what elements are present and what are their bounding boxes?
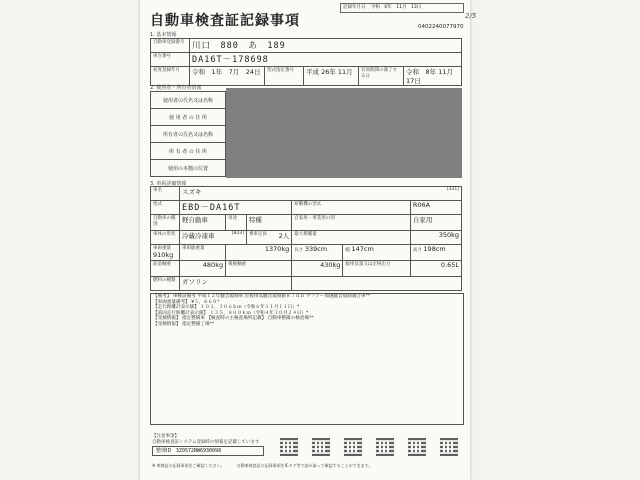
expiry-value: 令和 8年 11月 17日 [406, 68, 453, 85]
engine-value: R06A [412, 201, 431, 209]
front-axle-label: 前前軸重 [153, 262, 171, 267]
note-line: 自動車検査証システム登録時の情報を記載しています [152, 440, 260, 445]
rear-axle-label: 後後軸重 [228, 262, 247, 267]
vin-value: DA16T－178698 [192, 55, 269, 65]
engine-label: 原動機の型式 [294, 202, 322, 207]
qr-code [344, 438, 362, 456]
displacement-label: 総排気量又は定格出力 [345, 262, 391, 267]
capacity-value: 2人 [278, 232, 290, 240]
displacement-value: 0.65L [440, 261, 459, 269]
first-reg-value: 令和 1年 7月 24日 [192, 68, 261, 76]
expiry-label: 有効期間の満了する日 [361, 68, 397, 79]
purpose-label: 自家用・事業用の別 [294, 216, 335, 221]
model-label: 型式 [153, 202, 162, 207]
model-year-value: 平成 26年 11月 [306, 68, 353, 76]
qr-code [312, 438, 330, 456]
redaction-block [226, 88, 462, 178]
model-value: EBD－DA16T [182, 203, 241, 213]
front-axle-value: 480kg [202, 261, 224, 269]
section2-label: 2. 使用者・所有者情報 [150, 85, 202, 91]
remark-line: 【車両重量備考】 ¥５，８６０* [153, 299, 220, 305]
use-value: 特種 [248, 216, 262, 224]
remark-line: 【備考】 車検証備考 平成１２年騒音規制車 近接排気騒音規制値８７ｄＢ マフラー加速騒音規制適合車** [153, 294, 371, 299]
bottom-note: ※ 車検証の記録事項をご確認ください。 自動車検査証の記録事項をICタグ等で読み取って確認することができます。 [152, 463, 373, 468]
issue-date-value: 令和 6年 11月 13日 [370, 5, 422, 10]
vehicle-info-table [150, 186, 462, 291]
length-value: 339cm [304, 245, 328, 253]
qr-code [440, 438, 458, 456]
owner-row-label: 使 用 者 の 住 所 [151, 109, 226, 126]
height-value: 198cm [423, 245, 446, 253]
use-label: 用途 [228, 216, 238, 221]
length-label: 長さ [294, 248, 304, 253]
width-label: 幅 [345, 248, 350, 253]
gross-value: 1370kg [264, 245, 290, 253]
handwritten-mark: 2/5 [465, 12, 477, 20]
basic-info-table [150, 38, 462, 86]
owner-row-label: 所有者の氏名又は名称 [151, 126, 226, 143]
document-number: 0402240077970 [418, 24, 464, 30]
remark-line: 【受検情報】 指定整備車 【検査時の主検査場所記載】 自動車整備の検査場** [153, 316, 314, 322]
note-label: 【注意事項】 [152, 434, 179, 439]
qr-code [408, 438, 426, 456]
page-title: 自動車検査証記録事項 [150, 13, 300, 29]
max-load-label: 最大積載量 [294, 232, 317, 237]
weight-value: 910kg [153, 251, 174, 259]
issue-date-label: 記録年月日 [343, 5, 366, 10]
reg-number-value: 川口 880 あ 189 [192, 41, 286, 51]
vin-label: 車台番号 [153, 54, 171, 59]
owner-row-label: 使用者の氏名又は名称 [151, 92, 226, 109]
id-label: 整理ID [156, 448, 172, 454]
section3-label: 3. 車両詳細情報 [150, 181, 187, 187]
issue-date-box [340, 3, 464, 13]
maker-label: 車名 [153, 188, 162, 193]
height-label: 高さ [412, 248, 422, 253]
remark-line: 【前回走行距離計表示値】 １３５，８００ｋｍ（令和４年１０月２４日）* [153, 310, 309, 316]
maker-code: [331] [446, 187, 459, 192]
remark-line: 【走行距離計表示値】 １０３，３０６ｋｍ（令和６年１１月１１日）* [153, 305, 300, 311]
maker-value: スズキ [182, 188, 202, 196]
shape-value: 冷蔵冷凍車 [182, 232, 215, 240]
width-value: 147cm [351, 245, 374, 253]
id-value: 3Z0572NW6930098 [175, 448, 222, 454]
remark-line: 【受検情報】 指定整備工場** [153, 321, 215, 327]
section1-label: 1. 基本情報 [150, 32, 177, 38]
gross-label: 車両総重量 [182, 246, 205, 251]
reg-number-label: 自動車登録番号 [153, 40, 185, 45]
rear-axle-value: 430kg [320, 261, 341, 269]
capacity-label: 乗車定員 [248, 232, 267, 237]
qr-code [280, 438, 298, 456]
model-year-label: 型式指定番号 [267, 68, 294, 73]
first-reg-label: 初度登録年月 [153, 68, 180, 73]
qr-code [376, 438, 394, 456]
purpose-value: 自家用 [412, 216, 433, 224]
kind-value: 軽自動車 [182, 216, 208, 224]
shape-label: 車体の形状 [153, 232, 176, 237]
owner-row-label: 使用の本拠の位置 [151, 160, 226, 177]
max-load-value: 350kg [438, 231, 459, 239]
kind-label: 自動車の種別 [153, 216, 176, 227]
fuel-value: ガソリン [182, 278, 208, 286]
owner-row-label: 所 有 者 の 住 所 [151, 143, 226, 160]
id-box [152, 446, 264, 456]
remarks-box [150, 293, 464, 425]
fuel-label: 燃料の種類 [153, 278, 176, 283]
weight-label: 車両重量 [153, 246, 171, 251]
shape-code: [833] [231, 231, 244, 236]
